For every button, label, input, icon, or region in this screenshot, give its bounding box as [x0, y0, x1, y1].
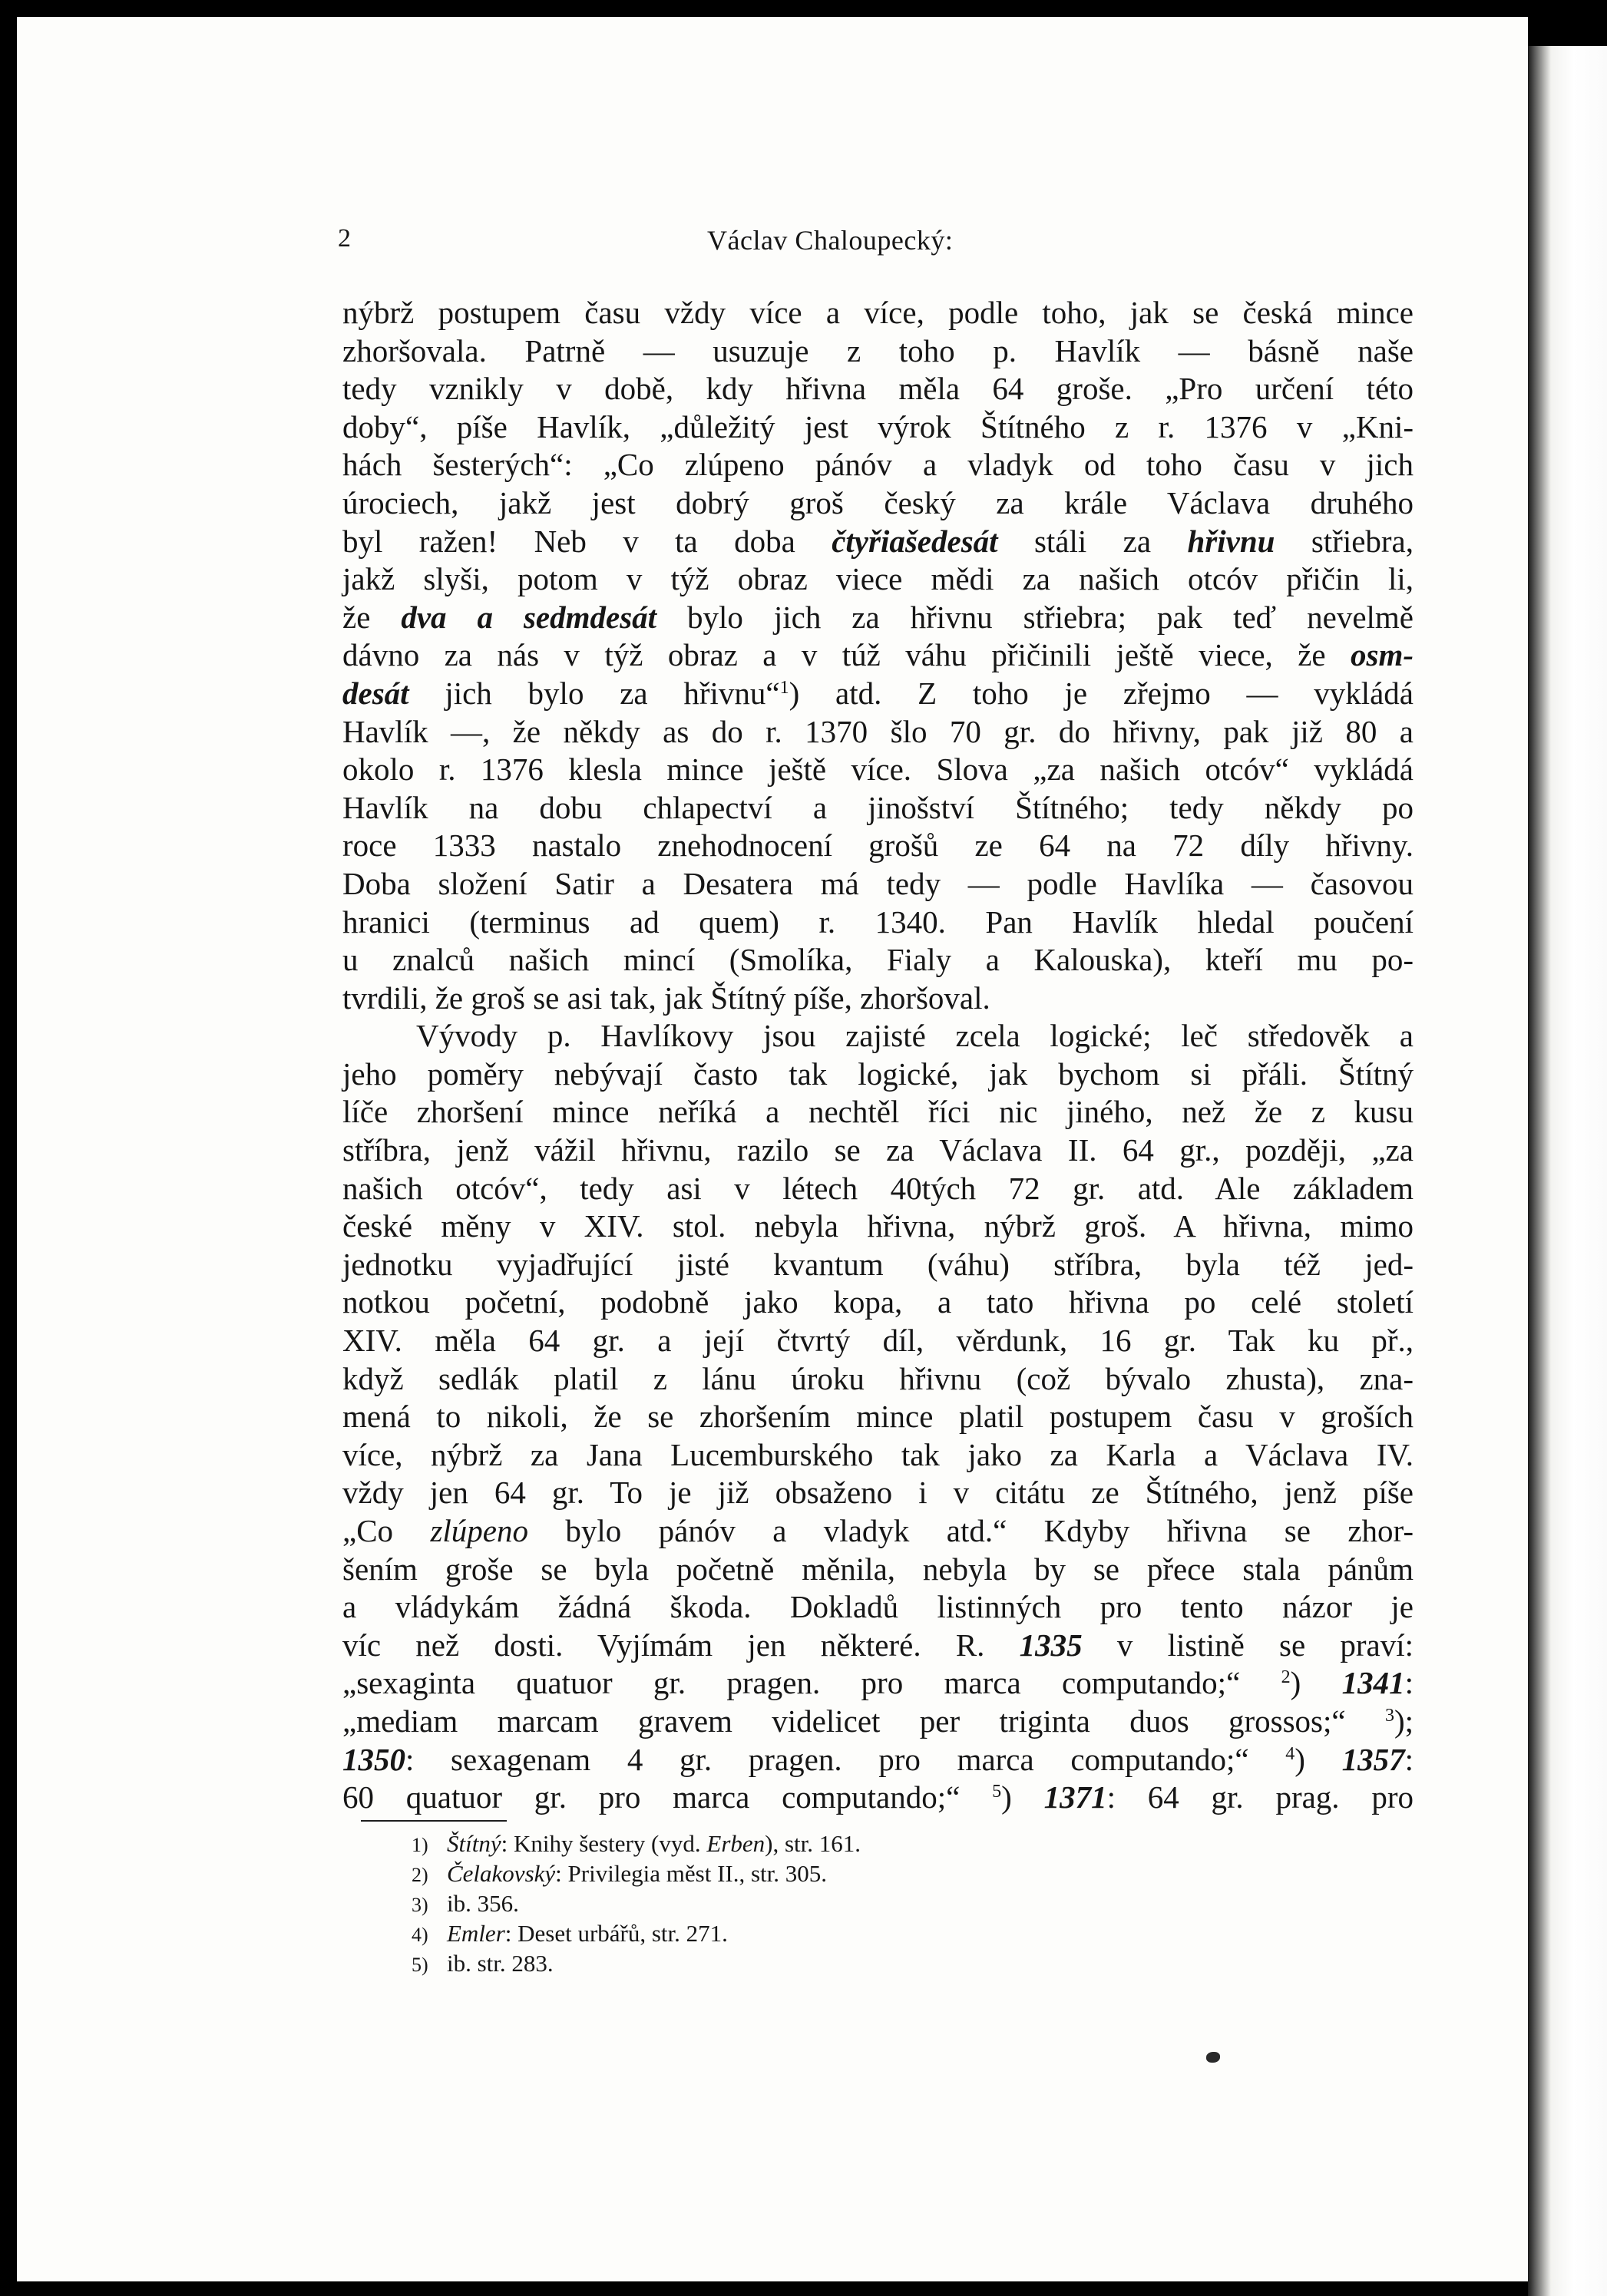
text-line: víc než dosti. Vyjímám jen některé. R. 1335 v listině se praví: — [342, 1627, 1414, 1663]
year: 1371 — [1043, 1779, 1107, 1815]
text-line: „Co zlúpeno bylo pánóv a vladyk atd.“ Kdyby hřivna se zhor- — [342, 1513, 1414, 1548]
text-line: tedy vznikly v době, kdy hřivna měla 64 groše. „Pro určení této — [342, 371, 1414, 407]
text-line: Doba složení Satir a Desatera má tedy — podle Havlíka — časovou — [342, 865, 1414, 901]
text-line: tvrdili, že groš se asi tak, jak Štítný píše, zhoršoval. — [342, 980, 990, 1016]
text-line: roce 1333 nastalo znehodnocení grošů ze 64 na 72 díly hřivny. — [342, 828, 1414, 864]
footnote: 1) Štítný: Knihy šestery (vyd. Erben), str. 161. — [412, 1829, 1256, 1858]
emphasis: čtyřiašedesát — [832, 523, 998, 559]
year: 1335 — [1019, 1627, 1083, 1663]
text-line: nýbrž postupem času vždy více a více, podle toho, jak se česká mince — [342, 295, 1414, 330]
text-line: úrociech, jakž jest dobrý groš český za krále Václava druhého — [342, 484, 1414, 520]
footnote: 5) ib. str. 283. — [412, 1948, 1256, 1978]
footnote-author: Štítný — [447, 1830, 501, 1857]
text-line: zhoršovala. Patrně — usuzuje z toho p. Havlík — básně naše — [342, 332, 1414, 368]
scan-border-top-right — [1528, 0, 1607, 46]
footnote-mark: 3) — [412, 1894, 428, 1916]
text-line: hranici (terminus ad quem) r. 1340. Pan Havlík hledal poučení — [342, 904, 1414, 940]
footnote-ref: 5 — [992, 1782, 1002, 1802]
footnote-mark: 4) — [412, 1924, 428, 1946]
text-line: české měny v XIV. stol. nebyla hřivna, nýbrž groš. A hřivna, mimo — [342, 1208, 1414, 1244]
text-line: hách šesterých“: „Co zlúpeno pánóv a vladyk od toho času v jich — [342, 447, 1414, 483]
footnote-divider — [361, 1820, 507, 1822]
footnote-mark: 5) — [412, 1954, 428, 1976]
footnote-ref: 4 — [1285, 1743, 1295, 1764]
text-line: stříbra, jenž vážil hřivnu, razilo se za Václava II. 64 gr., později, „za — [342, 1132, 1414, 1168]
footnote-mark: 1) — [412, 1834, 428, 1856]
footnote-ref: 1 — [779, 677, 789, 698]
footnote: 4) Emler: Deset urbářů, str. 271. — [412, 1918, 1256, 1948]
text-line: XIV. měla 64 gr. a její čtvrtý díl, věrdunk, 16 gr. Tak ku př., — [342, 1323, 1414, 1359]
text-line: jednotku vyjadřující jisté kvantum (váhu) stříbra, byla též jed- — [342, 1246, 1414, 1282]
footnote-ref: 3 — [1384, 1705, 1394, 1726]
text-line: a vládykám žádná škoda. Dokladů listinných pro tento názor je — [342, 1589, 1414, 1625]
text-line: že dva a sedmdesát bylo jich za hřivnu střiebra; pak teď nevelmě — [342, 599, 1414, 635]
text-line: Havlík na dobu chlapectví a jinošství Štítného; tedy někdy po — [342, 789, 1414, 825]
text-line: byl ražen! Neb v ta doba čtyřiašedesát stáli za hřivnu střiebra, — [342, 523, 1414, 559]
page-number: 2 — [338, 224, 351, 253]
year: 1350 — [342, 1741, 405, 1777]
year: 1341 — [1341, 1665, 1405, 1701]
text-line: šením groše se byla početně měnila, nebyla by se přece stala pánům — [342, 1551, 1414, 1587]
text-line: našich otcóv“, tedy asi v létech 40tých 72 gr. atd. Ale základem — [342, 1170, 1414, 1206]
text-line: desát jich bylo za hřivnu“$^1$) atd. Z toho je zřejmo — vykládá — [342, 675, 1414, 711]
ink-speck — [1206, 2052, 1220, 2063]
emphasis: osm- — [1351, 637, 1414, 673]
text-line: 60 quatuor gr. pro marca computando;“ $^5$) 1371: 64 gr. prag. pro — [342, 1779, 1414, 1815]
text-line: jakž slyši, potom v týž obraz viece mědi za našich otcóv přičin li, — [342, 561, 1414, 597]
emphasis: desát — [342, 675, 409, 711]
text-line: Havlík —, že někdy as do r. 1370 šlo 70 gr. do hřivny, pak již 80 a — [342, 713, 1414, 749]
running-head — [338, 224, 1413, 255]
emphasis: hřivnu — [1187, 523, 1275, 559]
year: 1357 — [1341, 1741, 1405, 1777]
emphasis: zlúpeno — [430, 1513, 528, 1548]
running-title: Václav Chaloupecký: — [707, 225, 954, 256]
text-line: Vývody p. Havlíkovy jsou zajisté zcela logické; leč středověk a — [416, 1018, 1414, 1054]
text-line: více, nýbrž za Jana Lucemburského tak jako za Karla a Václava IV. — [342, 1436, 1414, 1472]
footnote: 2) Čelakovský: Privilegia měst II., str. 305. — [412, 1858, 1256, 1888]
footnotes — [412, 1829, 1256, 1978]
text-line: u znalců našich mincí (Smolíka, Fialy a Kalouska), kteří mu po- — [342, 942, 1414, 978]
text-line: „sexaginta quatuor gr. pragen. pro marca computando;“ $^2$) 1341: — [342, 1665, 1414, 1701]
text-line: vždy jen 64 gr. To je již obsaženo i v citátu ze Štítného, jenž píše — [342, 1475, 1414, 1511]
footnote-author: Emler — [447, 1920, 505, 1947]
text-line: „mediam marcam gravem videlicet per triginta duos grossos;“ $^3$); — [342, 1703, 1414, 1739]
text-line: 1350: sexagenam 4 gr. pragen. pro marca computando;“ $^4$) 1357: — [342, 1741, 1414, 1777]
text-line: jeho poměry nebývají často tak logické, jak bychom si přáli. Štítný — [342, 1055, 1414, 1092]
footnote-mark: 2) — [412, 1864, 428, 1886]
text-line: když sedlák platil z lánu úroku hřivnu (což bývalo zhusta), zna- — [342, 1360, 1414, 1396]
footnote-editor: Erben — [706, 1830, 765, 1857]
footnote-author: Čelakovský — [447, 1860, 556, 1887]
text-line: okolo r. 1376 klesla mince ještě více. Slova „za našich otcóv“ vykládá — [342, 752, 1414, 788]
emphasis: dva a sedmdesát — [401, 599, 657, 635]
body-text — [342, 294, 1414, 1817]
footnote-ref: 2 — [1281, 1667, 1291, 1688]
text-line: líče zhoršení mince neříká a nechtěl říci nic jiného, než že z kusu — [342, 1094, 1414, 1130]
text-line: dávno za nás v týž obraz a v túž váhu přičinili ještě viece, že osm- — [342, 637, 1414, 673]
text-line: mená to nikoli, že se zhoršením mince platil postupem času v groších — [342, 1399, 1414, 1435]
footnote: 3) ib. 356. — [412, 1888, 1256, 1918]
text-line: notkou početní, podobně jako kopa, a tato hřivna po celé století — [342, 1284, 1414, 1320]
text-line: doby“, píše Havlík, „důležitý jest výrok Štítného z r. 1376 v „Kni- — [342, 408, 1414, 444]
adjacent-page-edge — [1528, 46, 1607, 2296]
